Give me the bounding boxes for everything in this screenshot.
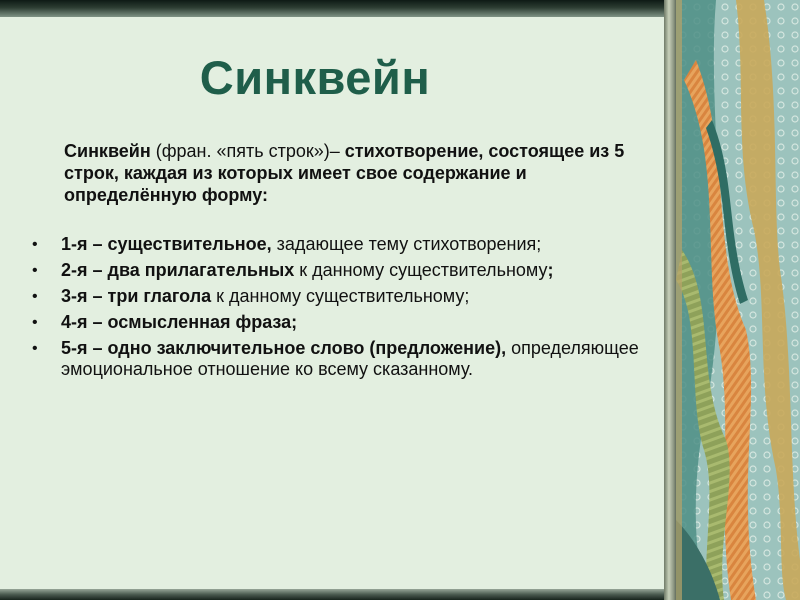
list-item: • 2-я – два прилагательных к данному существительному; bbox=[32, 260, 554, 280]
decorative-ribbon-panel bbox=[676, 0, 800, 600]
bullet-icon: • bbox=[32, 314, 38, 331]
bullet-icon: • bbox=[32, 236, 38, 253]
bullet-icon: • bbox=[32, 340, 38, 357]
list-item: • 5-я – одно заключительное слово (предложение), определяющее эмоциональное отношение ко всему сказанному. bbox=[32, 338, 639, 379]
list-item: • 3-я – три глагола к данному существительному; bbox=[32, 286, 470, 306]
list-item: • 4-я – осмысленная фраза; bbox=[32, 312, 298, 332]
term: Синквейн bbox=[64, 141, 151, 161]
bottom-border-bar bbox=[0, 589, 672, 600]
term-translation: (фран. «пять строк»)– bbox=[150, 141, 345, 161]
top-border-bar bbox=[0, 0, 672, 17]
slide-title: Синквейн bbox=[199, 51, 431, 104]
line-rules-list bbox=[28, 234, 664, 385]
bullet-icon: • bbox=[32, 262, 38, 279]
list-item: • 1-я – существительное, задающее тему стихотворения; bbox=[32, 234, 542, 254]
definition-text: стихотворение, состоящее из 5 строк, каждая из которых имеет свое содержание и определённую форму: bbox=[64, 141, 625, 205]
definition-paragraph bbox=[64, 140, 664, 206]
bullet-icon: • bbox=[32, 288, 38, 305]
